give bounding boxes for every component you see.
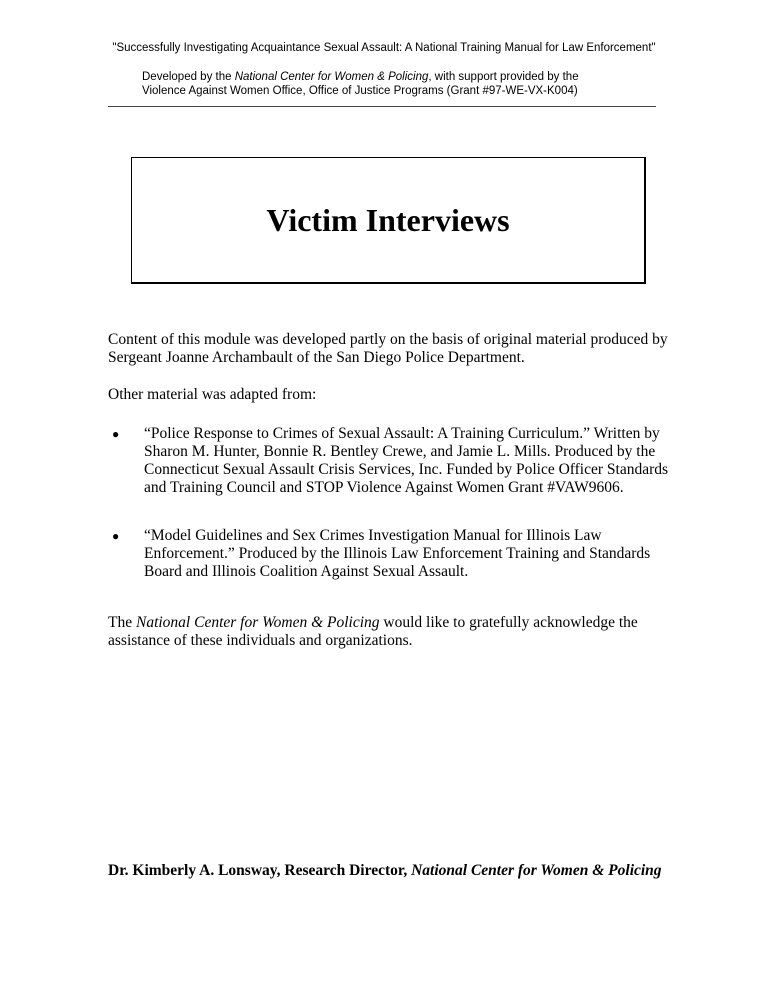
dev-suffix: , with support provided by the: [428, 71, 579, 83]
bullet-text: “Model Guidelines and Sex Crimes Investigation Manual for Illinois Law Enforcement.” Produced by the Illinois Law Enforcement Training and Standards Board and Illinois Coalition Against Sexual Assault.: [144, 527, 651, 580]
dev-line2: Violence Against Women Office, Office of Justice Programs (Grant #97-WE-VX-K004): [142, 85, 578, 97]
header-divider: [108, 106, 656, 107]
module-title: Victim Interviews: [266, 201, 510, 238]
development-credit: [142, 70, 662, 98]
manual-title: "Successfully Investigating Acquaintance Sexual Assault: A National Training Manual for Law Enforcement": [112, 42, 656, 54]
ack-suffix: would like to gratefully acknowledge the assistance of these individuals and organizations.: [108, 614, 638, 649]
author-name-role: Dr. Kimberly A. Lonsway, Research Director,: [108, 862, 412, 879]
module-title-box: [131, 157, 646, 284]
intro-paragraph: Content of this module was developed partly on the basis of original material produced by Sergeant Joanne Archambault of the San Diego Police Department.: [108, 331, 668, 366]
bullet-icon: ●: [112, 529, 120, 543]
author-org: National Center for Women & Policing: [411, 862, 662, 879]
bullet-icon: ●: [112, 427, 120, 441]
bullet-text: “Police Response to Crimes of Sexual Assault: A Training Curriculum.” Written by Sharon M. Hunter, Bonnie R. Bentley Crewe, and Jamie L. Mills. Produced by the Connecticut Sexual Assault Crisis Services, Inc. Funded by Police Officer Standards and Training Council and STOP Violence Against Women Grant #VAW9606.: [144, 425, 669, 496]
other-material-label: Other material was adapted from:: [108, 386, 317, 403]
ack-prefix: The: [108, 614, 136, 631]
dev-org: National Center for Women & Policing: [234, 71, 429, 83]
dev-prefix: Developed by the: [142, 71, 235, 83]
ack-org: National Center for Women & Policing: [135, 614, 380, 631]
acknowledgement-paragraph: [108, 614, 668, 650]
author-credit: [108, 862, 688, 880]
